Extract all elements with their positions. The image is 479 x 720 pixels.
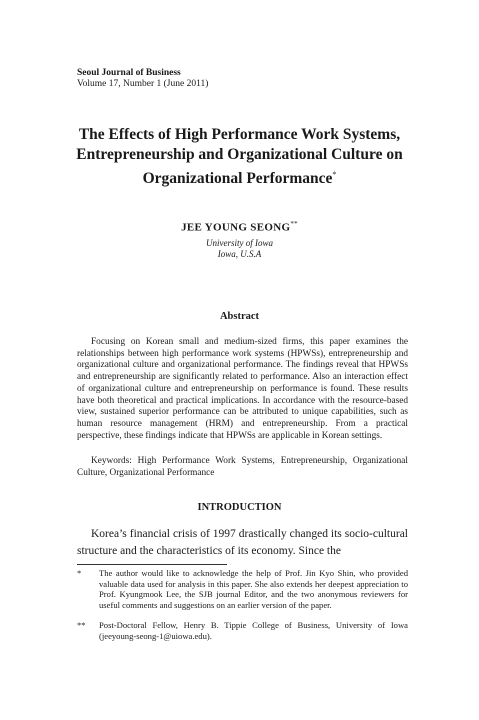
affiliation-university: University of Iowa [206, 238, 273, 248]
title-line-1: The Effects of High Performance Work Systems, [78, 126, 401, 143]
footnote-divider [77, 564, 227, 565]
footnote-author-info [77, 620, 408, 641]
introduction-text: Korea’s financial crisis of 1997 drastically changed its socio-cultural structure and the characteristics of its economy. Since the [77, 528, 408, 557]
author-affiliation [40, 238, 439, 260]
journal-name: Seoul Journal of Business [77, 68, 181, 78]
title-footnote-mark: * [332, 170, 337, 179]
title-line-3: Organizational Performance [142, 170, 333, 188]
journal-header [77, 68, 208, 90]
abstract-text: Focusing on Korean small and medium-sized firms, this paper examines the relationships between high performance work systems (HPWSs), entrepreneurship and organizational culture and organizational performance. The findings reveal that HPWSs and entrepreneurship are significantly related to performance. Also an interaction effect of organizational culture and entrepreneurship on performance is found. These results have both theoretical and practical implications. In accordance with the resource-based view, sustained superior performance can be attributed to unique capabilities, such as human resource management (HRM) and entrepreneurship. From a practical perspective, these findings indicate that HPWSs are applicable in Korean settings. [77, 337, 408, 441]
title-line-2: Entrepreneurship and Organizational Culture on [76, 146, 403, 163]
author-name: JEE YOUNG SEONG [181, 221, 291, 234]
footnote-mark: * [77, 568, 82, 578]
author-block [40, 220, 439, 234]
author-footnote-mark: ** [290, 220, 298, 228]
journal-volume: Volume 17, Number 1 (June 2011) [77, 79, 209, 89]
paper-title [40, 125, 439, 189]
footnote-text: The author would like to acknowledge the help of Prof. Jin Kyo Shin, who provided valuable data used for analysis in this paper. She also extends her deepest appreciation to Prof. Kyungmook Lee, the SJB journal Editor, and the two anonymous reviewers for useful comments and suggestions on an earlier version of the paper. [99, 568, 408, 610]
abstract-heading: Abstract [219, 311, 260, 322]
footnote-text: Post-Doctoral Fellow, Henry B. Tippie College of Business, University of Iowa (jeeyoung-seong-1@uiowa.edu). [99, 620, 408, 641]
affiliation-location: Iowa, U.S.A [217, 249, 262, 259]
footnote-acknowledgement [77, 568, 408, 610]
keywords-text: Keywords: High Performance Work Systems, Entrepreneurship, Organizational Culture, Organizational Performance [77, 456, 408, 478]
introduction-heading: INTRODUCTION [197, 502, 282, 513]
footnote-mark: ** [77, 620, 86, 630]
